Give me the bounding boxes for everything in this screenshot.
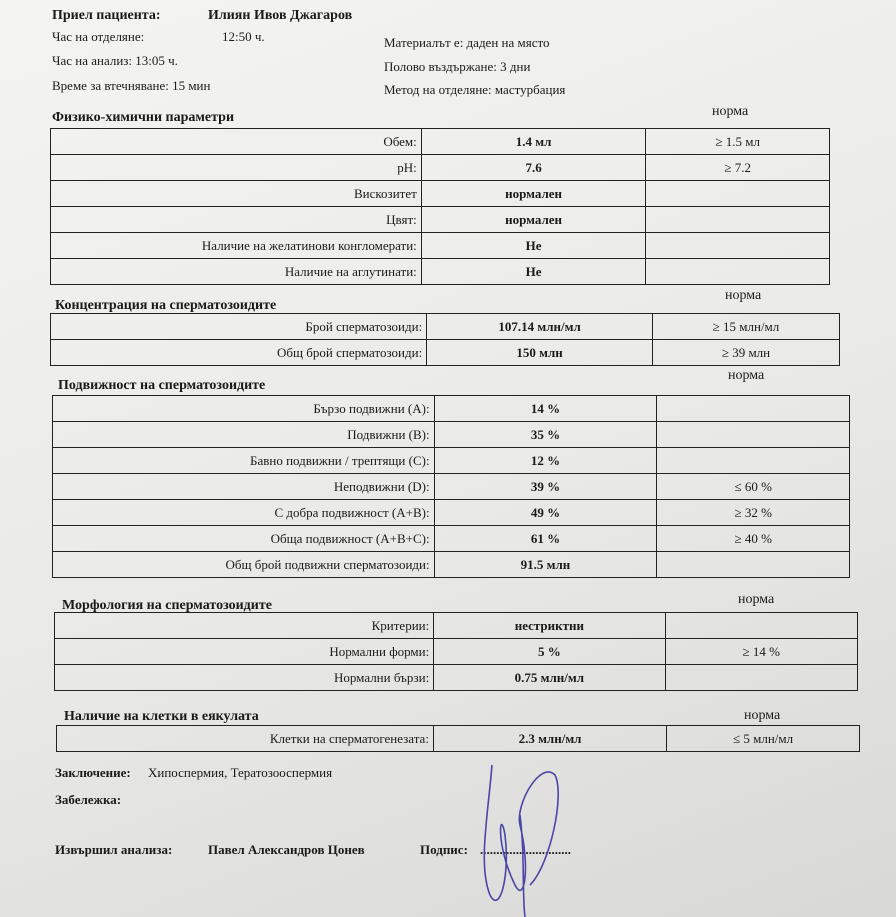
result-value: 5 % [434, 639, 665, 665]
result-value: 107.14 млн/мл [427, 314, 653, 340]
norm-value [646, 207, 830, 233]
result-value: нестриктни [434, 613, 665, 639]
results-table [50, 128, 830, 285]
norm-value [646, 259, 830, 285]
results-table [54, 612, 858, 691]
norm-value: ≥ 32 % [657, 500, 850, 526]
parameter-label: Нормални форми: [55, 639, 434, 665]
result-value: 35 % [434, 422, 657, 448]
norm-value [646, 233, 830, 259]
table-row [51, 340, 840, 366]
result-value: 150 млн [427, 340, 653, 366]
parameter-label: Вискозитет [51, 181, 422, 207]
parameter-label: Критерии: [55, 613, 434, 639]
collection-method: Метод на отделяне: мастурбация [384, 82, 566, 97]
performed-by-label: Извършил анализа: [55, 842, 173, 857]
norm-value [657, 552, 850, 578]
result-value: 12 % [434, 448, 657, 474]
section-title: Подвижност на сперматозоидите [58, 378, 266, 393]
parameter-label: Обем: [51, 129, 422, 155]
parameter-label: Общ брой сперматозоиди: [51, 340, 427, 366]
parameter-label: Наличие на желатинови конгломерати: [51, 233, 422, 259]
table-row [53, 422, 850, 448]
results-table [56, 725, 860, 752]
parameter-label: Бавно подвижни / трептящи (C): [53, 448, 435, 474]
norm-value: ≥ 7.2 [646, 155, 830, 181]
result-value: 39 % [434, 474, 657, 500]
table-row [55, 665, 858, 691]
performed-by-name: Павел Александров Цонев [208, 842, 365, 857]
table-row [55, 613, 858, 639]
table-row [51, 207, 830, 233]
norm-value [657, 448, 850, 474]
norm-value: ≤ 60 % [657, 474, 850, 500]
signature-line: ............................ [480, 842, 571, 857]
result-value: 91.5 млн [434, 552, 657, 578]
results-table [50, 313, 840, 366]
parameter-label: Цвят: [51, 207, 422, 233]
abstinence: Полово въздържане: 3 дни [384, 59, 531, 74]
table-row [51, 314, 840, 340]
norm-value [657, 396, 850, 422]
norm-header: норма [725, 288, 762, 303]
result-value: 7.6 [421, 155, 646, 181]
conclusion-text: Хипоспермия, Тератозооспермия [148, 765, 333, 780]
section-title: Концентрация на сперматозоидите [55, 298, 277, 313]
table-row [53, 500, 850, 526]
result-value: нормален [421, 181, 646, 207]
norm-header: норма [744, 708, 781, 723]
parameter-label: Бързо подвижни (A): [53, 396, 435, 422]
norm-value [665, 613, 858, 639]
result-value: 14 % [434, 396, 657, 422]
norm-value: ≥ 40 % [657, 526, 850, 552]
table-row [51, 155, 830, 181]
norm-value: ≥ 1.5 мл [646, 129, 830, 155]
section-title: Морфология на сперматозоидите [62, 598, 272, 613]
parameter-label: Наличие на аглутинати: [51, 259, 422, 285]
parameter-label: Подвижни (B): [53, 422, 435, 448]
parameter-label: Неподвижни (D): [53, 474, 435, 500]
norm-header: норма [712, 104, 749, 119]
result-value: Не [421, 259, 646, 285]
result-value: нормален [421, 207, 646, 233]
signature-label: Подпис: [420, 842, 468, 857]
parameter-label: С добра подвижност (A+B): [53, 500, 435, 526]
table-row [53, 474, 850, 500]
material: Материалът е: даден на място [384, 35, 550, 50]
collection-time-label: Час на отделяне: [52, 29, 145, 44]
result-value: Не [421, 233, 646, 259]
result-value: 61 % [434, 526, 657, 552]
table-row [55, 639, 858, 665]
norm-value: ≥ 15 млн/мл [652, 314, 839, 340]
table-row [57, 726, 860, 752]
norm-value [665, 665, 858, 691]
conclusion-label: Заключение: [55, 765, 131, 780]
liquefaction-time: Време за втечняване: 15 мин [52, 78, 211, 93]
parameter-label: Брой сперматозоиди: [51, 314, 427, 340]
parameter-label: Общ брой подвижни сперматозоиди: [53, 552, 435, 578]
section-title: Физико-химични параметри [52, 110, 235, 125]
collection-time-value: 12:50 ч. [222, 29, 265, 44]
parameter-label: Нормални бързи: [55, 665, 434, 691]
norm-value: ≥ 14 % [665, 639, 858, 665]
result-value: 1.4 мл [421, 129, 646, 155]
table-row [53, 526, 850, 552]
table-row [53, 396, 850, 422]
parameter-label: Клетки на сперматогенезата: [57, 726, 434, 752]
parameter-label: pH: [51, 155, 422, 181]
section-title: Наличие на клетки в еякулата [64, 709, 259, 724]
handwritten-signature [470, 755, 580, 917]
norm-value: ≥ 39 млн [652, 340, 839, 366]
parameter-label: Обща подвижност (A+B+C): [53, 526, 435, 552]
table-row [51, 129, 830, 155]
norm-value [646, 181, 830, 207]
table-row [53, 552, 850, 578]
result-value: 49 % [434, 500, 657, 526]
results-table [52, 395, 850, 578]
table-row [51, 233, 830, 259]
result-value: 2.3 млн/мл [433, 726, 666, 752]
table-row [51, 181, 830, 207]
result-value: 0.75 млн/мл [434, 665, 665, 691]
patient-name: Илиян Ивов Джагаров [208, 8, 353, 23]
table-row [51, 259, 830, 285]
norm-header: норма [738, 592, 775, 607]
table-row [53, 448, 850, 474]
patient-label: Приел пациента: [52, 8, 161, 23]
norm-value [657, 422, 850, 448]
norm-header: норма [728, 368, 765, 383]
note-label: Забележка: [55, 792, 122, 807]
norm-value: ≤ 5 млн/мл [667, 726, 860, 752]
analysis-time: Час на анализ: 13:05 ч. [52, 53, 178, 68]
